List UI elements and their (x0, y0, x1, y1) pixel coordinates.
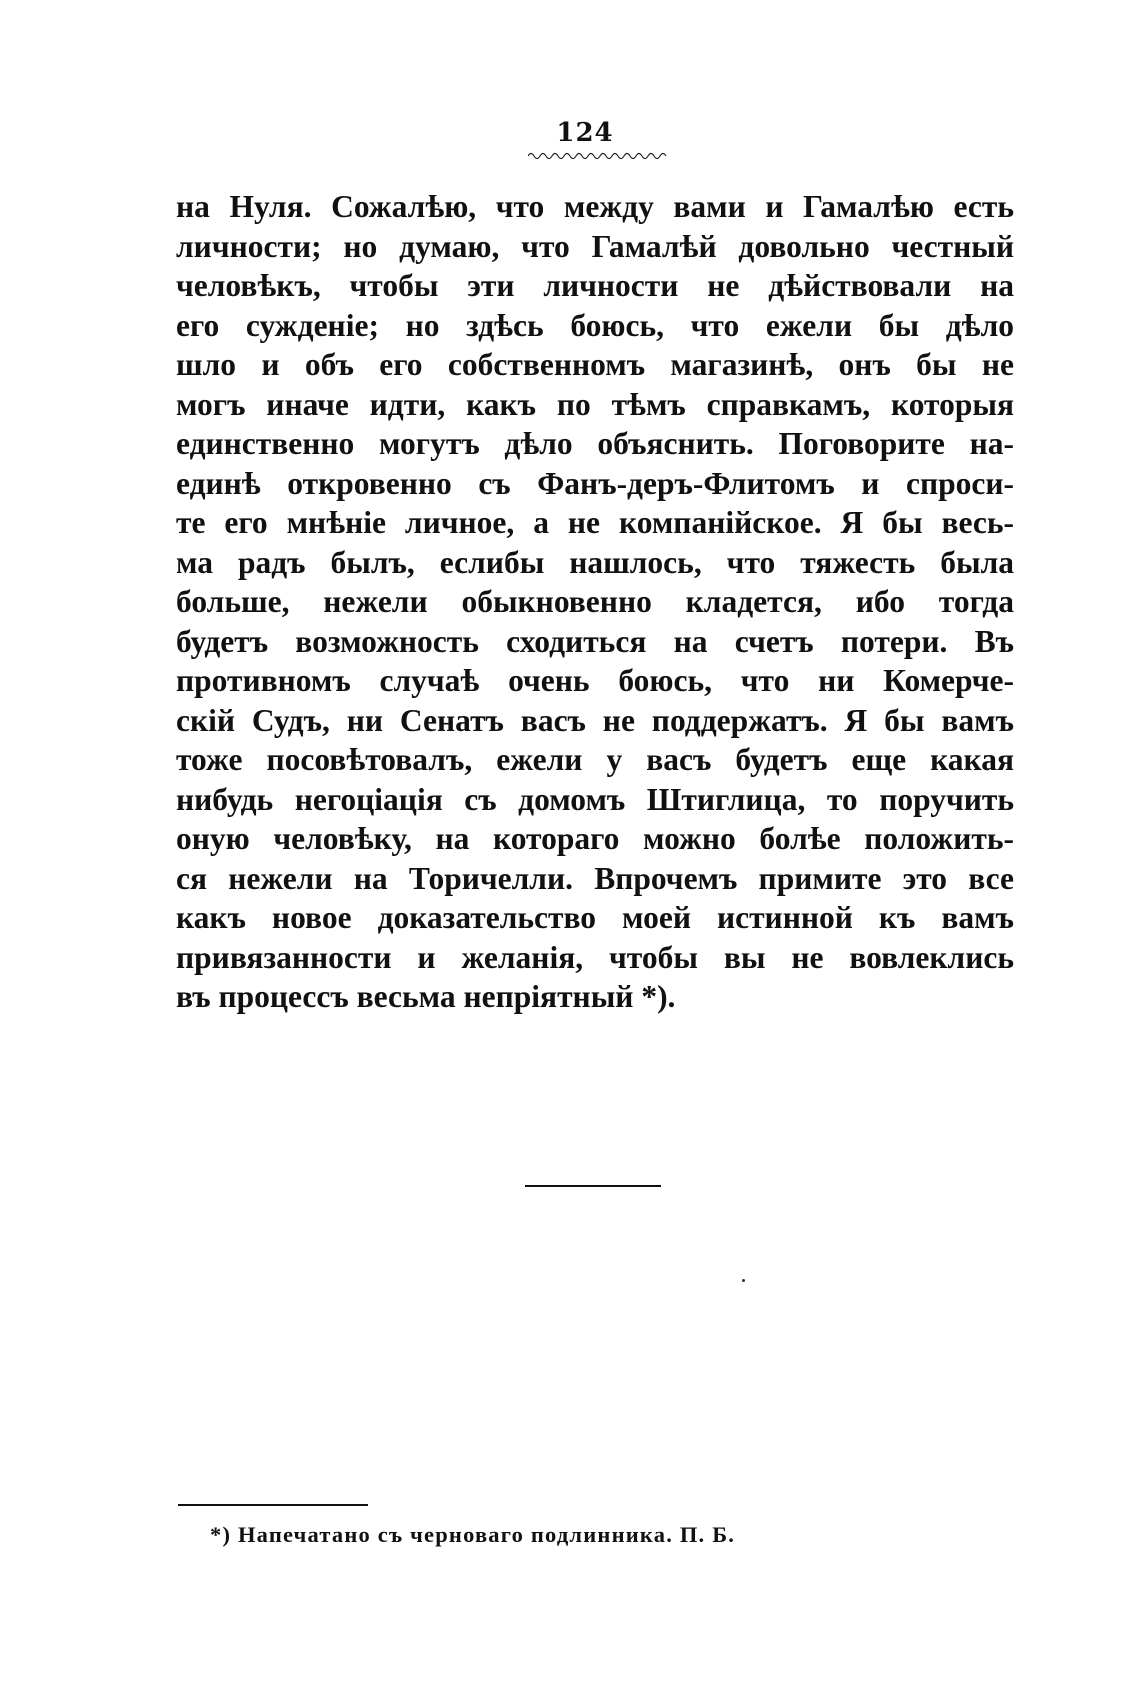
text-line: личности; но думаю, что Гамалѣй довольно честный (176, 228, 1014, 264)
text-line: больше, нежели обыкновенно кладется, ибо тогда (176, 584, 1014, 619)
text-line: его сужденіе; но здѣсь боюсь, что ежели бы дѣло (176, 307, 1014, 343)
text-line: привязанности и желанія, чтобы вы не вовлеклись (176, 939, 1014, 975)
print-speck (742, 1279, 745, 1282)
text-line: какъ новое доказательство моей истинной къ вамъ (176, 900, 1014, 935)
text-line: ма радъ былъ, еслибы нашлось, что тяжесть была (176, 544, 1014, 580)
footnote-divider (178, 1504, 368, 1506)
page-number-ornament (528, 150, 668, 160)
footnote: *) Напечатано съ черноваго подлинника. П. Б. (210, 1522, 736, 1547)
page-number: 124 (556, 118, 614, 148)
body-text (176, 187, 1014, 1017)
text-line: человѣкъ, чтобы эти личности не дѣйствовали на (176, 268, 1014, 303)
text-line: противномъ случаѣ очень боюсь, что ни Комерче- (176, 663, 1014, 698)
text-line: шло и объ его собственномъ магазинѣ, онъ бы не (176, 347, 1014, 382)
text-line: будетъ возможность сходиться на счетъ потери. Въ (176, 623, 1014, 659)
text-line: тоже посовѣтовалъ, ежели у васъ будетъ еще какая (176, 742, 1014, 777)
text-line: единственно могутъ дѣло объяснить. Поговорите на- (176, 426, 1014, 461)
text-line: могъ иначе идти, какъ по тѣмъ справкамъ, которыя (176, 386, 1014, 422)
text-line: оную человѣку, на котораго можно болѣе положить- (176, 821, 1014, 856)
text-line: нибудь негоціація съ домомъ Штиглица, то поручить (176, 781, 1014, 817)
section-divider (525, 1185, 661, 1187)
text-line: те его мнѣніе личное, а не компанійское. Я бы весь- (176, 505, 1014, 540)
text-line: въ процессъ весьма непріятный *). (176, 979, 676, 1014)
text-line: ся нежели на Торичелли. Впрочемъ примите это все (176, 860, 1014, 896)
text-line: скій Судъ, ни Сенатъ васъ не поддержатъ. Я бы вамъ (176, 702, 1014, 738)
text-line: единѣ откровенно съ Фанъ-деръ-Флитомъ и спроси- (176, 465, 1014, 501)
text-line: на Нуля. Сожалѣю, что между вами и Гамалѣю есть (176, 189, 1014, 224)
